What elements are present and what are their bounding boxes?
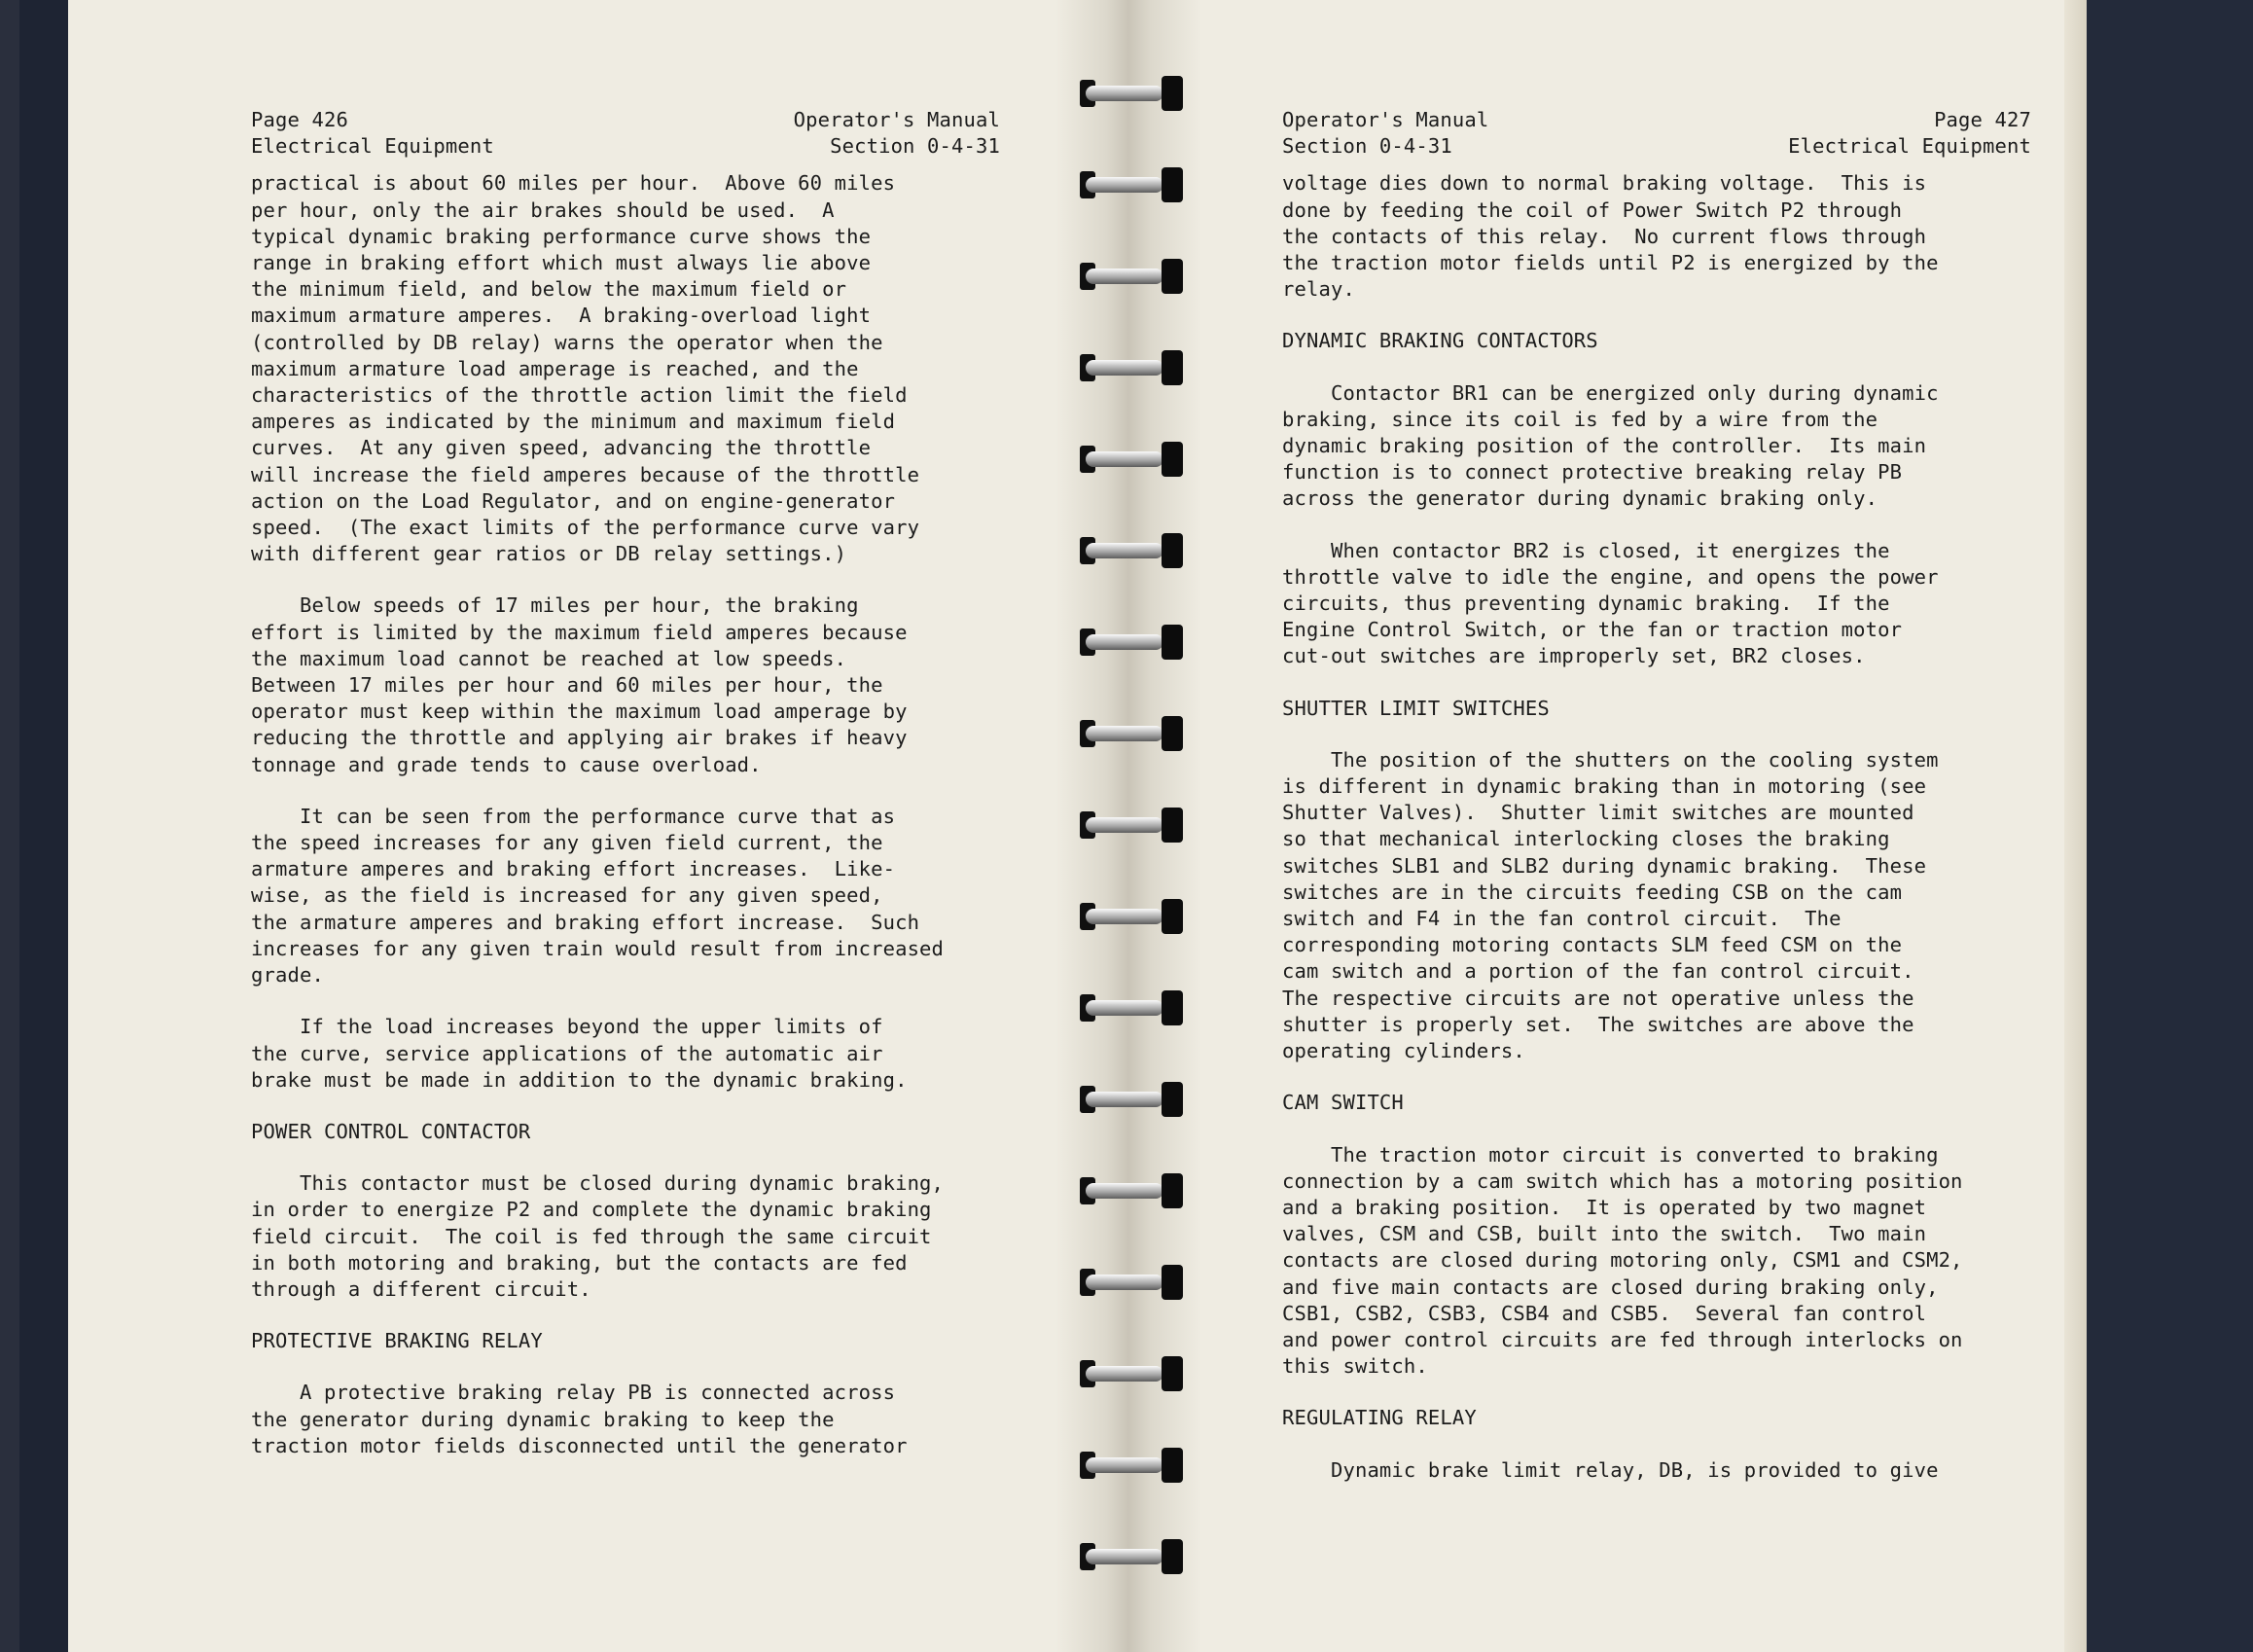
paragraph: voltage dies down to normal braking voltage. This is done by feeding the coil of Power Switch P2 through the contacts of this relay. No current flows through the traction motor fields until P2 is energized by the relay. xyxy=(1282,171,1939,302)
spiral-binding xyxy=(1080,0,1187,1652)
spiral-ring xyxy=(1080,167,1183,202)
spiral-ring xyxy=(1080,808,1183,843)
spiral-ring xyxy=(1080,1356,1183,1391)
page-number: Page 426 xyxy=(251,108,348,131)
manual-title: Operator's Manual xyxy=(793,108,1000,131)
section-heading: PROTECTIVE BRAKING RELAY xyxy=(251,1329,543,1353)
spiral-ring xyxy=(1080,899,1183,934)
paragraph: The position of the shutters on the cooling system is different in dynamic braking than in motoring (see Shutter Valves). Shutter limit switches are mounted so that mechanical interlocking closes the braking switches SLB1 and SLB2 during dynamic braking. These switches are in the circuits feeding CSB on the cam switch and F4 in the fan control circuit. The corresponding motoring contacts SLM feed CSM on the cam switch and a portion of the fan control circuit. The respective circuits are not operative unless the shutter is properly set. The switches are above the operating cylinders. xyxy=(1282,747,1939,1063)
paragraph: It can be seen from the performance curve that as the speed increases for any given field current, the armature amperes and braking effort increases. Like- wise, as the field is increased for any given speed, the armature amperes and braking effort increase. Such increases for any given train would result from increased grade. xyxy=(251,804,945,988)
back-cover xyxy=(2087,0,2253,1652)
spiral-ring xyxy=(1080,1448,1183,1483)
spiral-ring xyxy=(1080,1173,1183,1208)
spiral-ring xyxy=(1080,1265,1183,1300)
paragraph: Dynamic brake limit relay, DB, is provided to give xyxy=(1282,1457,1939,1482)
section-heading: SHUTTER LIMIT SWITCHES xyxy=(1282,696,1550,720)
page-header xyxy=(251,107,1019,160)
paragraph: If the load increases beyond the upper limits of the curve, service applications of the automatic air brake must be made in addition to the dynamic braking. xyxy=(251,1015,908,1092)
paragraph: A protective braking relay PB is connected across the generator during dynamic braking to keep the traction motor fields disconnected until the generator xyxy=(251,1381,908,1457)
page-header xyxy=(1282,107,2051,160)
paragraph: This contactor must be closed during dynamic braking, in order to energize P2 and complete the dynamic braking field circuit. The coil is fed through the same circuit in both motoring and braking, but the contacts are fed through a different circuit. xyxy=(251,1171,945,1301)
spiral-ring xyxy=(1080,533,1183,568)
section-number: Section 0-4-31 xyxy=(830,134,1000,159)
spiral-ring xyxy=(1080,625,1183,660)
page-category: Electrical Equipment xyxy=(251,134,494,159)
page-edge xyxy=(2064,0,2087,1652)
section-number: Section 0-4-31 xyxy=(1282,134,1452,159)
spiral-ring xyxy=(1080,76,1183,111)
left-page xyxy=(251,107,1019,1485)
paragraph: Below speeds of 17 miles per hour, the braking effort is limited by the maximum field amperes because the maximum load cannot be reached at low speeds. Between 17 miles per hour and 60 miles per hour, the operator must keep within the maximum load amperage by reducing the throttle and applying air brakes if heavy tonnage and grade tends to cause overload. xyxy=(251,593,908,776)
paragraph: practical is about 60 miles per hour. Above 60 miles per hour, only the air brakes should be used. A typical dynamic braking performance curve shows the range in braking effort which must always lie above the minimum field, and below the maximum field or maximum armature amperes. A braking-overload light (controlled by DB relay) warns the operator when the maximum armature load amperage is reached, and the characteristics of the throttle action limit the field amperes as indicated by the minimum and maximum field curves. At any given speed, advancing the throttle will increase the field amperes because of the throttle action on the Load Regulator, and on engine-generator speed. (The exact limits of the performance curve vary with different gear ratios or DB relay settings.) xyxy=(251,171,920,566)
left-shadow xyxy=(0,0,19,1652)
section-heading: POWER CONTROL CONTACTOR xyxy=(251,1119,531,1143)
spiral-ring xyxy=(1080,1082,1183,1117)
paragraph: When contactor BR2 is closed, it energizes the throttle valve to idle the engine, and opens the power circuits, thus preventing dynamic braking. If the Engine Control Switch, or the fan or traction motor cut-out switches are improperly set, BR2 closes. xyxy=(1282,538,1939,668)
section-heading: DYNAMIC BRAKING CONTACTORS xyxy=(1282,329,1598,353)
spiral-ring xyxy=(1080,442,1183,477)
section-heading: CAM SWITCH xyxy=(1282,1091,1404,1115)
right-page xyxy=(1282,107,2051,1509)
spiral-ring xyxy=(1080,716,1183,751)
section-heading: REGULATING RELAY xyxy=(1282,1406,1477,1430)
spiral-ring xyxy=(1080,259,1183,294)
page-number: Page 427 xyxy=(1934,108,2031,131)
spiral-ring xyxy=(1080,1539,1183,1574)
spiral-ring xyxy=(1080,350,1183,385)
manual-title: Operator's Manual xyxy=(1282,108,1489,131)
paragraph: The traction motor circuit is converted to braking connection by a cam switch which has a motoring position and a braking position. It is operated by two magnet valves, CSM and CSB, built into the switch. Two main contacts are closed during motoring only, CSM1 and CSM2, and five main contacts are closed during braking only, CSB1, CSB2, CSB3, CSB4 and CSB5. Several fan control and power control circuits are fed through interlocks on this switch. xyxy=(1282,1142,1963,1379)
paragraph: Contactor BR1 can be energized only during dynamic braking, since its coil is fed by a wire from the dynamic braking position of the controller. Its main function is to connect protective breaking relay PB across the generator during dynamic braking only. xyxy=(1282,380,1939,511)
page-category: Electrical Equipment xyxy=(1788,134,2031,159)
spiral-ring xyxy=(1080,990,1183,1025)
